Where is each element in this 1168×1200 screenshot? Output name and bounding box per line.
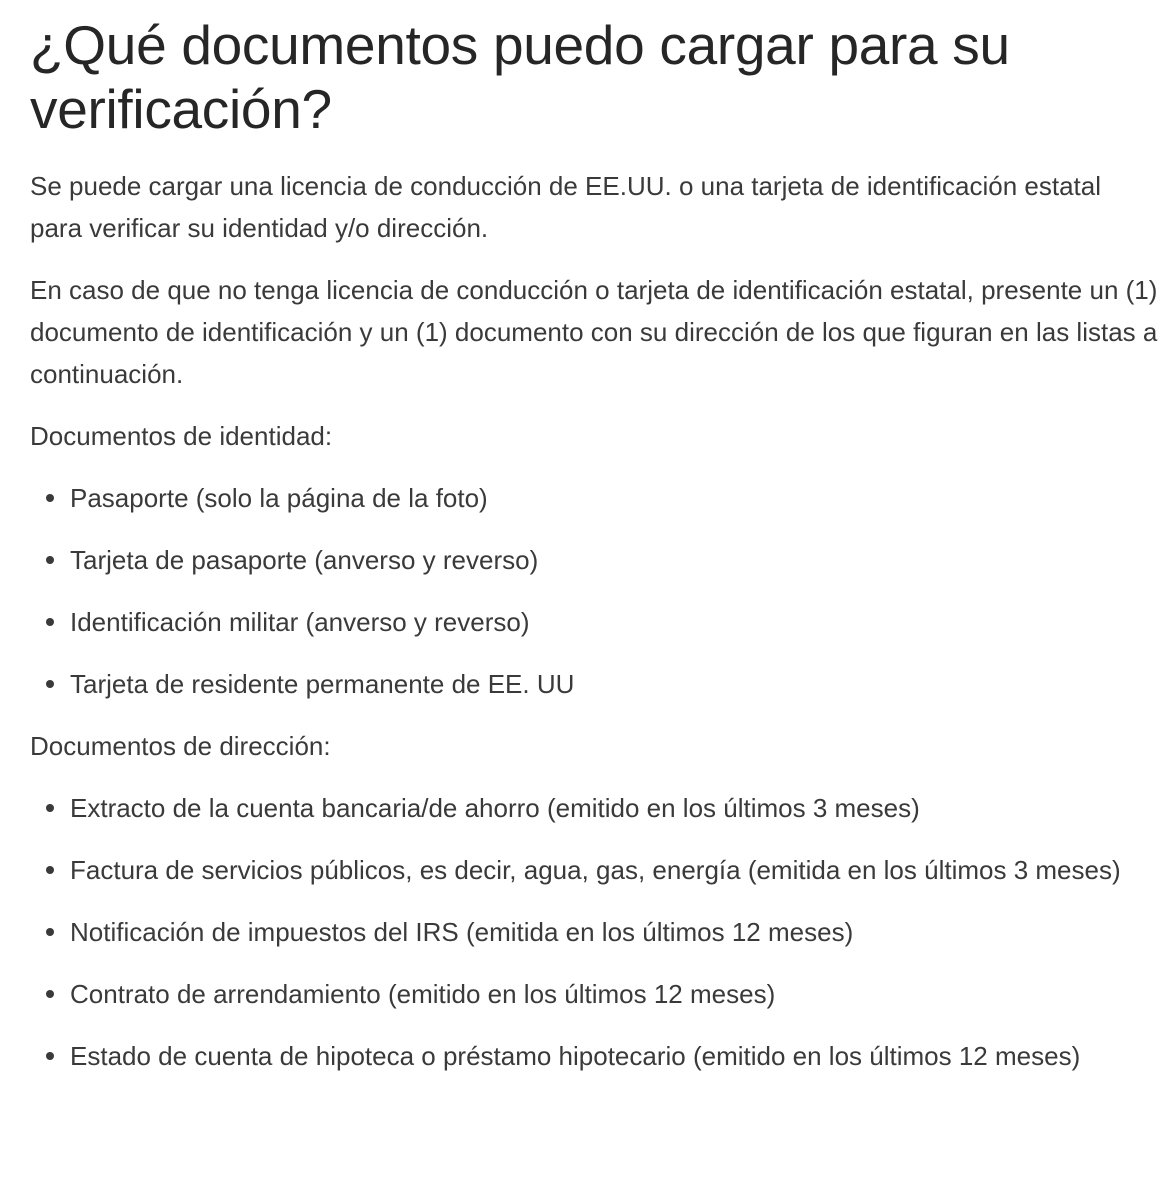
- bullet-icon: [46, 556, 54, 564]
- bullet-icon: [46, 618, 54, 626]
- list-item: [30, 849, 1158, 891]
- list-item-text: Extracto de la cuenta bancaria/de ahorro (emitido en los últimos 3 meses): [70, 793, 920, 823]
- bullet-icon: [46, 680, 54, 688]
- page-title: ¿Qué documentos puedo cargar para su verificación?: [30, 14, 1010, 140]
- bullet-icon: [46, 1052, 54, 1060]
- list-item: [30, 1035, 1158, 1077]
- list-item: [30, 477, 1158, 519]
- intro-paragraph-license: Se puede cargar una licencia de conducción de EE.UU. o una tarjeta de identificación estatal para verificar su identidad y/o dirección.: [30, 171, 1102, 243]
- list-item-text: Contrato de arrendamiento (emitido en los últimos 12 meses): [70, 979, 776, 1009]
- list-item-text: Factura de servicios públicos, es decir, agua, gas, energía (emitida en los últimos 3 meses): [70, 855, 1121, 885]
- list-item-text: Estado de cuenta de hipoteca o préstamo hipotecario (emitido en los últimos 12 meses): [70, 1041, 1081, 1071]
- identity-documents-heading: Documentos de identidad:: [30, 421, 333, 451]
- list-item-text: Pasaporte (solo la página de la foto): [70, 483, 488, 513]
- address-documents-list: [30, 787, 1158, 1077]
- bullet-icon: [46, 866, 54, 874]
- list-item: [30, 601, 1158, 643]
- bullet-icon: [46, 494, 54, 502]
- address-documents-heading: Documentos de dirección:: [30, 731, 331, 761]
- list-item: [30, 973, 1158, 1015]
- identity-documents-list: [30, 477, 1158, 705]
- intro-paragraph-alternatives: En caso de que no tenga licencia de conducción o tarjeta de identificación estatal, presente un (1) documento de identificación y un (1) documento con su dirección de los que figuran en las listas a continuación.: [30, 275, 1158, 389]
- list-item-text: Identificación militar (anverso y reverso): [70, 607, 530, 637]
- list-item: [30, 911, 1158, 953]
- bullet-icon: [46, 928, 54, 936]
- list-item-text: Tarjeta de pasaporte (anverso y reverso): [70, 545, 539, 575]
- list-item: [30, 539, 1158, 581]
- bullet-icon: [46, 804, 54, 812]
- list-item-text: Tarjeta de residente permanente de EE. UU: [70, 669, 575, 699]
- list-item: [30, 663, 1158, 705]
- bullet-icon: [46, 990, 54, 998]
- list-item-text: Notificación de impuestos del IRS (emitida en los últimos 12 meses): [70, 917, 854, 947]
- list-item: [30, 787, 1158, 829]
